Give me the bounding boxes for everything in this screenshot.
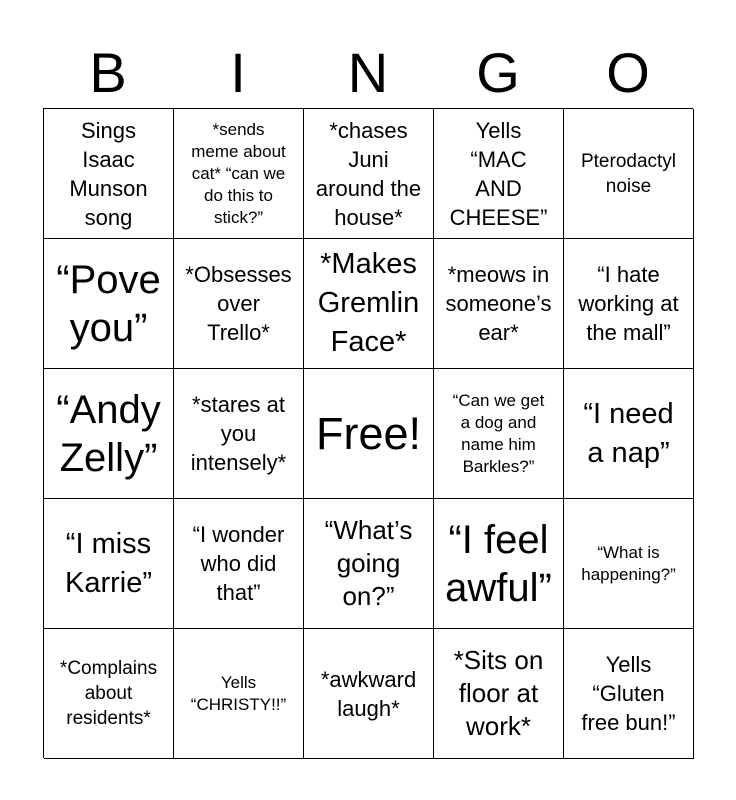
bingo-cell-r2-c1[interactable] <box>44 239 174 369</box>
bingo-cell-text: Yells “CHRISTY!!” <box>190 672 287 714</box>
bingo-cell-r4-c5[interactable] <box>564 499 694 629</box>
bingo-cell-r1-c1[interactable] <box>44 109 174 239</box>
bingo-cell-r1-c2[interactable] <box>174 109 304 239</box>
bingo-cell-text: “What’s going on?” <box>324 515 413 611</box>
header-letter-n: N <box>347 41 389 104</box>
bingo-cell-text: “What is happening?” <box>581 542 676 584</box>
header-letter-g: G <box>476 41 520 104</box>
bingo-cell-r5-c4[interactable] <box>434 629 564 759</box>
bingo-cell-text: Pterodactyl noise <box>580 150 677 197</box>
bingo-cell-text: “I need a nap” <box>583 397 674 469</box>
bingo-cell-text: *stares at you intensely* <box>190 392 287 475</box>
bingo-cell-text: “I wonder who did that” <box>192 522 285 605</box>
bingo-header <box>43 38 693 108</box>
bingo-cell-text: “Andy Zelly” <box>56 387 161 480</box>
bingo-cell-r5-c5[interactable] <box>564 629 694 759</box>
bingo-cell-text: “I hate working at the mall” <box>578 262 679 345</box>
bingo-card-grid <box>43 108 693 758</box>
bingo-cell-text: *chases Juni around the house* <box>315 117 422 230</box>
bingo-cell-text: Sings Isaac Munson song <box>69 117 148 230</box>
bingo-cell-text: *Complains about residents* <box>59 658 158 729</box>
bingo-cell-r5-c2[interactable] <box>174 629 304 759</box>
bingo-cell-r4-c1[interactable] <box>44 499 174 629</box>
bingo-cell-text: *Obsesses over Trello* <box>185 262 292 345</box>
bingo-cell-r3-c4[interactable] <box>434 369 564 499</box>
bingo-cell-text: Yells “MAC AND CHEESE” <box>449 117 548 230</box>
bingo-cell-r3-c1[interactable] <box>44 369 174 499</box>
bingo-cell-r4-c2[interactable] <box>174 499 304 629</box>
bingo-cell-r2-c2[interactable] <box>174 239 304 369</box>
header-letter-b: B <box>89 41 127 104</box>
bingo-cell-r2-c5[interactable] <box>564 239 694 369</box>
bingo-cell-text: *Makes Gremlin Face* <box>317 248 420 358</box>
bingo-cell-text: *awkward laugh* <box>320 666 417 721</box>
bingo-cell-free[interactable] <box>304 369 434 499</box>
bingo-cell-text: “Pove you” <box>56 257 161 350</box>
bingo-cell-text: *meows in someone’s ear* <box>445 262 552 345</box>
header-letter-o: O <box>606 41 650 104</box>
bingo-cell-r5-c1[interactable] <box>44 629 174 759</box>
bingo-cell-text: *sends meme about cat* “can we do this to stick?” <box>191 119 286 227</box>
bingo-cell-text: “Can we get a dog and name him Barkles?” <box>452 390 545 476</box>
bingo-cell-r1-c4[interactable] <box>434 109 564 239</box>
free-space-text: Free! <box>315 407 422 459</box>
bingo-cell-text: “I miss Karrie” <box>64 527 152 599</box>
bingo-cell-r5-c3[interactable] <box>304 629 434 759</box>
bingo-cell-r2-c3[interactable] <box>304 239 434 369</box>
bingo-cell-r4-c4[interactable] <box>434 499 564 629</box>
bingo-cell-r4-c3[interactable] <box>304 499 434 629</box>
bingo-cell-text: *Sits on floor at work* <box>453 645 544 741</box>
header-letter-i: I <box>230 41 246 104</box>
bingo-cell-r1-c5[interactable] <box>564 109 694 239</box>
bingo-cell-r2-c4[interactable] <box>434 239 564 369</box>
bingo-cell-r3-c2[interactable] <box>174 369 304 499</box>
bingo-cell-text: Yells “Gluten free bun!” <box>581 652 676 735</box>
bingo-cell-r1-c3[interactable] <box>304 109 434 239</box>
bingo-cell-text: “I feel awful” <box>445 517 552 610</box>
bingo-cell-r3-c5[interactable] <box>564 369 694 499</box>
